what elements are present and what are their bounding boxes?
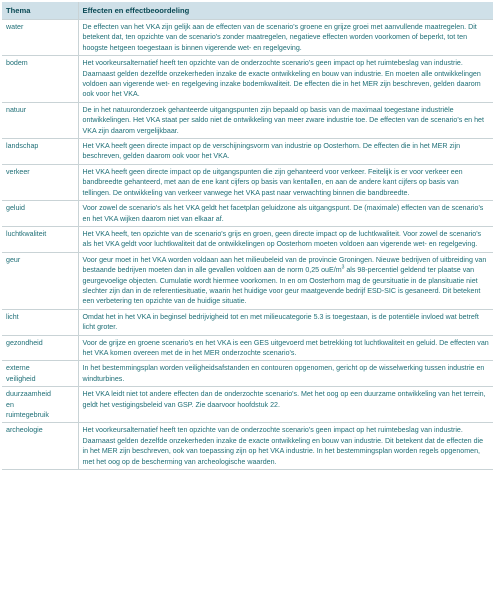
row-theme-natuur: natuur <box>2 102 78 138</box>
theme-line: en <box>6 400 14 409</box>
geur-superscript: 3 <box>341 264 345 271</box>
row-effect-archeologie: Het voorkeursalternatief heeft ten opzichte van de onderzochte scenario's geen impact op het ruimtebeslag van industrie. Daarnaast gelden dezelfde onzekerheden inzake de exacte ontwikkeling en bouw van industrie. Dit betekent dat de effecten die in het MER zijn beschreven, ook van toepassing zijn op het VKA industrie. In het bestemmingsplan worden regels opgenomen, met het oog op de bescherming van archeologische waarden. <box>78 423 493 470</box>
table-row <box>2 226 493 252</box>
row-theme-gezondheid: gezondheid <box>2 335 78 361</box>
table-row <box>2 102 493 138</box>
theme-line: externe <box>6 364 30 373</box>
row-effect-licht: Omdat het in het VKA in beginsel bedrijvigheid tot en met milieucategorie 5.3 is toegestaan, is de potentiële invloed wat betreft licht groter. <box>78 309 493 335</box>
table-row <box>2 252 493 309</box>
row-theme-bodem: bodem <box>2 56 78 103</box>
table-row <box>2 387 493 423</box>
table-row <box>2 361 493 387</box>
row-effect-geur <box>78 252 493 309</box>
table-row <box>2 139 493 165</box>
table-header-row <box>2 2 493 20</box>
row-effect-water: De effecten van het VKA zijn gelijk aan de effecten van de scenario's groene en grijze groei met aanvullende maatregelen. Dit betekent dat, ten opzichte van de scenario's zonder maatregelen, negatieve effecten worden voorkomen of beperkt, tot ten hoogste hetgeen toegestaan is binnen vigerende wet- en regelgeving. <box>78 20 493 56</box>
row-effect-natuur: De in het natuuronderzoek gehanteerde uitgangspunten zijn bepaald op basis van de maximaal toegestane industriële ontwikkelingen. Het VKA staat per saldo niet de ontwikkeling van meer zware industrie toe. De effecten van de scenario's en het VKA zijn daarom vergelijkbaar. <box>78 102 493 138</box>
header-theme: Thema <box>2 2 78 20</box>
row-effect-gezondheid: Voor de grijze en groene scenario's en het VKA is een GES uitgevoerd met betrekking tot luchtkwaliteit en geluid. De effecten van het VKA komen overeen met de in het MER onderzochte scenario's. <box>78 335 493 361</box>
geur-text-part2: als 98-percentiel geldend ter plaatse van geurgevoelige objecten. Cumulatie wordt hiermee voorkomen. In en om Oosterhorn mag de geursituatie in de plansituatie niet slechter zijn dan in de referentiesituatie, waarin het huidige voor geur maatgevende bedrijf ESD-SIC is gesaneerd. Dit betekent een verbetering ten opzichte van de huidige situatie. <box>82 266 481 306</box>
row-theme-geluid: geluid <box>2 201 78 227</box>
row-effect-bodem: Het voorkeursalternatief heeft ten opzichte van de onderzochte scenario's geen impact op het ruimtebeslag van industrie. Daarnaast gelden dezelfde onzekerheden inzake de exacte ontwikkeling en bouw van industrie. En moeten alle ontwikkelingen voldoen aan vigerende wet- en regelgeving inzake bodemkwaliteit. De effecten die in het MER zijn beschreven, gelden daarom ook voor het VKA. <box>78 56 493 103</box>
row-theme-archeologie: archeologie <box>2 423 78 470</box>
theme-line: veiligheid <box>6 374 36 383</box>
theme-line: duurzaamheid <box>6 390 51 399</box>
table-row <box>2 164 493 200</box>
theme-line: ruimtegebruik <box>6 411 49 419</box>
row-theme-externe-veiligheid <box>2 361 78 387</box>
row-theme-water: water <box>2 20 78 56</box>
row-effect-geluid: Voor zowel de scenario's als het VKA geldt het facetplan geluidzone als uitgangspunt. De (maximale) effecten van de scenario's en het VKA wijken daarom niet van elkaar af. <box>78 201 493 227</box>
row-theme-duurzaamheid <box>2 387 78 423</box>
row-effect-verkeer: Het VKA heeft geen directe impact op de uitgangspunten die zijn gehanteerd voor verkeer. Feitelijk is er voor verkeer een bandbreedte gehanteerd, met aan de ene kant cijfers op basis van kentallen, en aan de andere kant cijfers op basis van tellingen. De ontwikkeling van verkeer vanwege het VKA past naar verwachting binnen die bandbreedte. <box>78 164 493 200</box>
table-row <box>2 56 493 103</box>
table-row <box>2 20 493 56</box>
table-row <box>2 335 493 361</box>
table-row <box>2 423 493 470</box>
row-theme-licht: licht <box>2 309 78 335</box>
row-effect-luchtkwaliteit: Het VKA heeft, ten opzichte van de scenario's grijs en groen, geen directe impact op de luchtkwaliteit. Voor zowel de scenario's als het VKA geldt voor luchtkwaliteit dat de ontwikkelingen op Oosterhorn moeten voldoen aan vigerende wet- en regelgeving. <box>78 226 493 252</box>
row-theme-verkeer: verkeer <box>2 164 78 200</box>
row-effect-landschap: Het VKA heeft geen directe impact op de verschijningsvorm van industrie op Oosterhorn. De effecten die in het MER zijn beschreven, gelden daarom ook voor het VKA. <box>78 139 493 165</box>
row-theme-geur: geur <box>2 252 78 309</box>
effects-table <box>2 2 493 470</box>
geur-text-part1: Voor geur moet in het VKA worden voldaan aan het milieubeleid van de provincie Groningen. Nieuwe bedrijven of uitbreiding van bestaande bedrijven moeten dan in alle gevallen voldoen aan de norm 0,25 ouE/m <box>82 255 487 275</box>
header-effect: Effecten en effectbeoordeling <box>78 2 493 20</box>
row-effect-externe-veiligheid: In het bestemmingsplan worden veiligheidsafstanden en contouren opgenomen, gericht op de wisselwerking tussen industrie en windturbines. <box>78 361 493 387</box>
row-effect-duurzaamheid: Het VKA leidt niet tot andere effecten dan de onderzochte scenario's. Met het oog op een duurzame ontwikkeling van het terrein, geldt het vestigingsbeleid van GSP. Zie daarvoor hoofdstuk 22. <box>78 387 493 423</box>
row-theme-luchtkwaliteit: luchtkwaliteit <box>2 226 78 252</box>
table-row <box>2 309 493 335</box>
row-theme-landschap: landschap <box>2 139 78 165</box>
table-row <box>2 201 493 227</box>
